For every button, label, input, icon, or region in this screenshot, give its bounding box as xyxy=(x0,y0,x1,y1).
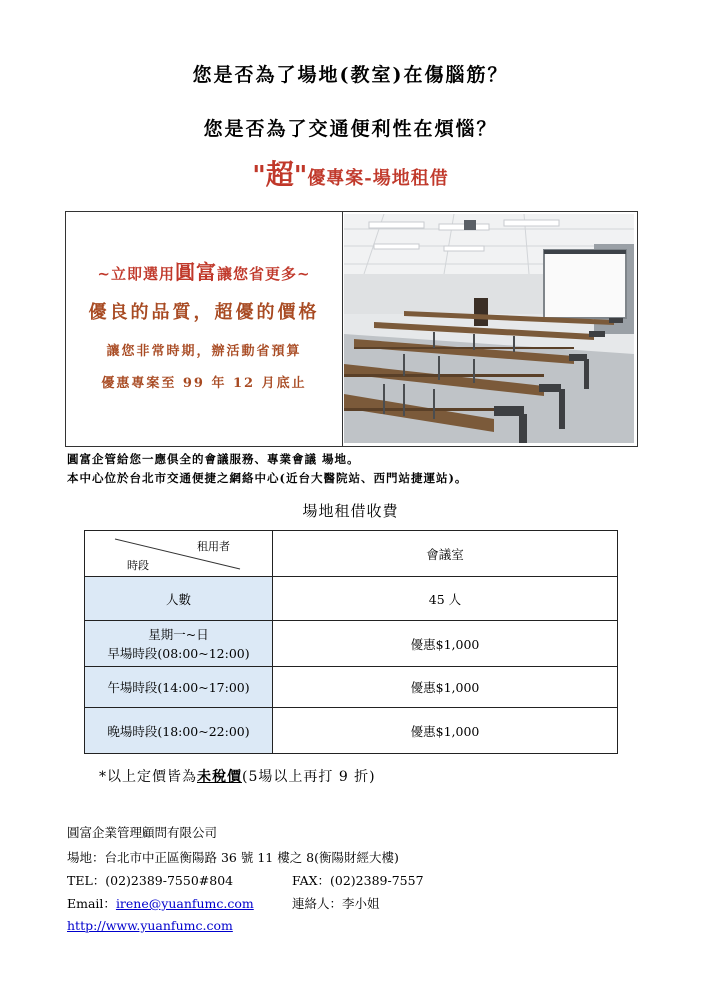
tagline-pre: ~立即選用 xyxy=(97,265,175,283)
promo-tagline xyxy=(66,256,342,285)
promo-subline-budget: 讓您非常時期，辦活動省預算 xyxy=(106,344,302,359)
note-pre: *以上定價皆為 xyxy=(99,769,197,785)
promo-quality: 優良的品質，超優的價格 xyxy=(88,302,320,323)
table-row xyxy=(85,577,618,621)
email-label: Email： xyxy=(67,896,116,911)
row-value-morning: 優惠$1,000 xyxy=(273,621,618,667)
column-header-meeting-room: 會議室 xyxy=(273,531,618,577)
telephone: TEL：(02)2389-7550#804 xyxy=(67,873,234,888)
promo-box xyxy=(65,211,638,447)
corner-bottom-label: 時段 xyxy=(127,559,149,572)
corner-top-label: 租用者 xyxy=(197,540,230,553)
headline-venue-question: 您是否為了場地(教室)在傷腦筋？ xyxy=(192,64,509,86)
email-link[interactable]: irene@yuanfumc.com xyxy=(115,896,254,911)
row-label-afternoon: 午場時段(14:00~17:00) xyxy=(85,667,273,708)
table-row xyxy=(85,708,618,754)
table-row xyxy=(85,667,618,708)
row-label-capacity: 人數 xyxy=(85,577,273,621)
note-post: (5場以上再打 9 折) xyxy=(242,769,376,785)
rate-table xyxy=(84,530,618,754)
info-location: 本中心位於台北市交通便捷之網絡中心(近台大醫院站、西門站捷運站)。 xyxy=(67,471,468,485)
table-corner-cell xyxy=(85,531,273,577)
row-value-evening: 優惠$1,000 xyxy=(273,708,618,754)
row-value-afternoon: 優惠$1,000 xyxy=(273,667,618,708)
row-label-morning-time: 早場時段(08:00~12:00) xyxy=(107,645,250,661)
row-label-evening: 晚場時段(18:00~22:00) xyxy=(85,708,273,754)
venue-address: 場地：台北市中正區衡陽路 36 號 11 樓之 8(衡陽財經大樓) xyxy=(67,850,399,865)
tagline-brand: 圓富 xyxy=(175,260,217,284)
row-label-morning xyxy=(85,621,273,667)
headline-transport-question: 您是否為了交通便利性在煩惱？ xyxy=(203,118,498,140)
fax-number: FAX：(02)2389-7557 xyxy=(292,873,424,888)
email-line xyxy=(67,894,254,912)
tagline-post: 讓您省更多~ xyxy=(217,265,311,283)
promo-title-big-char: 超 xyxy=(265,158,294,191)
promo-title-quote-close: " xyxy=(293,161,308,191)
info-services: 圓富企管給您一應俱全的會議服務、專業會議 場地。 xyxy=(67,452,360,466)
promo-title-quote-open: " xyxy=(252,161,266,191)
company-name: 圓富企業管理顧問有限公司 xyxy=(67,825,218,840)
table-row xyxy=(85,621,618,667)
corner-diagonal xyxy=(85,531,272,577)
classroom-photo xyxy=(344,214,634,443)
website-link[interactable]: http://www.yuanfumc.com xyxy=(67,918,233,933)
promo-title xyxy=(0,153,701,193)
pricing-note xyxy=(99,766,376,786)
promo-text-panel xyxy=(66,212,343,446)
contact-person: 連絡人：李小姐 xyxy=(292,896,380,911)
note-tax-emphasis: 未稅價 xyxy=(197,769,242,785)
promo-title-rest: 優專案-場地租借 xyxy=(307,168,449,189)
table-header-row xyxy=(85,531,618,577)
row-label-days: 星期一~日 xyxy=(148,626,209,642)
row-value-capacity: 45 人 xyxy=(273,577,618,621)
table-title: 場地租借收費 xyxy=(302,502,399,520)
promo-subline-deadline: 優惠專案至 99 年 12 月底止 xyxy=(101,376,307,391)
